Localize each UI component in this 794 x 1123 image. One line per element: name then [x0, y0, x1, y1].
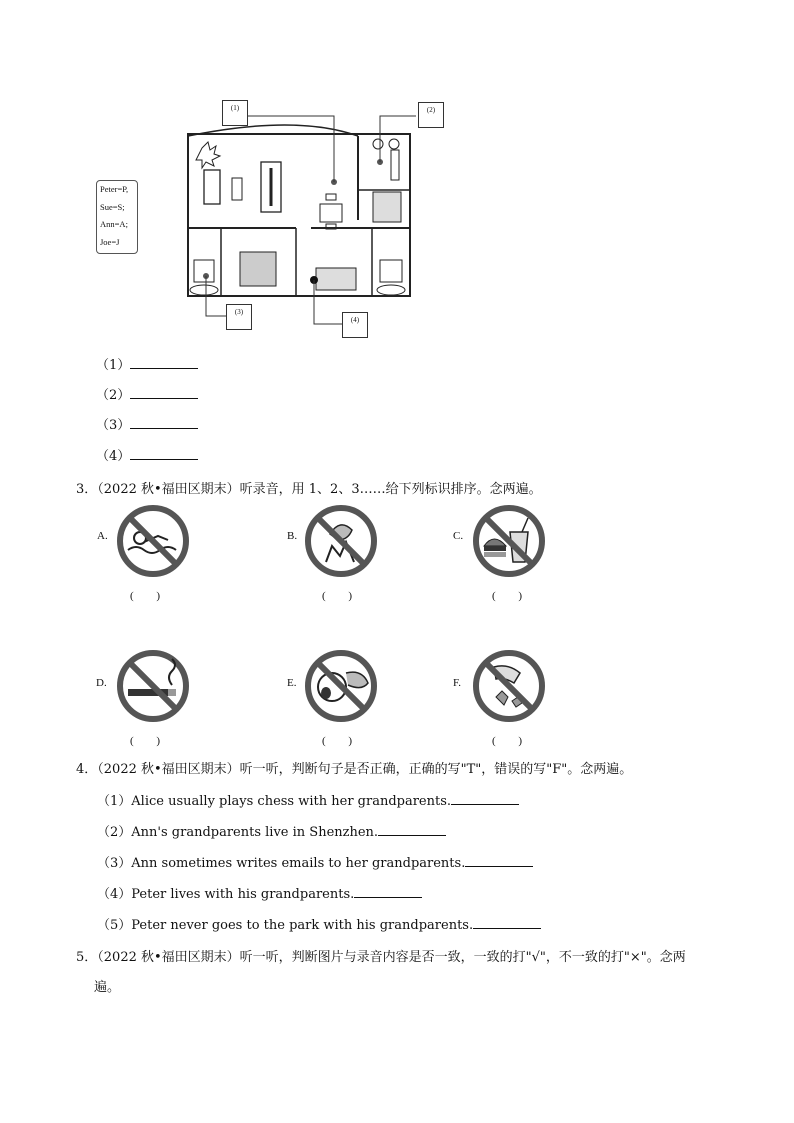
floor-plan-figure — [96, 100, 446, 340]
answer-label: （3） — [96, 418, 131, 433]
answer-blank[interactable] — [130, 428, 198, 429]
statement-text: （5）Peter never goes to the park with his grandparents. — [97, 918, 474, 933]
statement-text: （4）Peter lives with his grandparents. — [97, 887, 355, 902]
answer-paren[interactable]: ( ) — [130, 735, 171, 747]
statement-text: （3）Ann sometimes writes emails to her grandparents. — [97, 856, 466, 871]
sign-letter: F. — [453, 677, 461, 689]
no-picking-flowers-icon — [304, 504, 378, 578]
question-4-title: 4．（2022 秋•福田区期末）听一听，判断句子是否正确，正确的写"T"，错误的写"F"。念两遍。 — [76, 762, 633, 777]
callout-2: (2) — [418, 102, 444, 128]
no-littering-icon — [472, 649, 546, 723]
answer-paren[interactable]: ( ) — [322, 590, 363, 602]
answer-blank[interactable] — [451, 804, 519, 805]
callout-4: (4) — [342, 312, 368, 338]
statement-2 — [97, 821, 446, 840]
no-swimming-icon — [116, 504, 190, 578]
floor-plan-legend — [96, 180, 138, 254]
question-5-title: 5．（2022 秋•福田区期末）听一听，判断图片与录音内容是否一致，一致的打"√"，不一致的打"×"。念两 — [76, 950, 686, 965]
answer-label: （1） — [96, 358, 131, 373]
answer-blank[interactable] — [130, 459, 198, 460]
answer-paren[interactable]: ( ) — [492, 735, 533, 747]
no-food-drink-icon — [472, 504, 546, 578]
question-3-title: 3．（2022 秋•福田区期末）听录音，用 1、2、3……给下列标识排序。念两遍。 — [76, 482, 542, 497]
answer-line-3 — [96, 414, 198, 433]
statement-text: （1）Alice usually plays chess with her grandparents. — [97, 794, 452, 809]
answer-blank[interactable] — [473, 928, 541, 929]
statement-1 — [97, 790, 519, 809]
legend-item: Peter=P, — [100, 184, 129, 194]
legend-item: Joe=J — [100, 236, 120, 247]
answer-blank[interactable] — [465, 866, 533, 867]
callout-1: (1) — [222, 100, 248, 126]
sign-letter: E. — [287, 677, 297, 689]
answer-label: （4） — [96, 449, 131, 464]
answer-blank[interactable] — [354, 897, 422, 898]
answer-blank[interactable] — [378, 835, 446, 836]
answer-line-2 — [96, 384, 198, 403]
answer-paren[interactable]: ( ) — [130, 590, 171, 602]
statement-5 — [97, 914, 541, 933]
callout-3: (3) — [226, 304, 252, 330]
no-shouting-icon — [304, 649, 378, 723]
statement-text: （2）Ann's grandparents live in Shenzhen. — [97, 825, 379, 840]
floor-plan-drawing — [96, 100, 446, 340]
answer-label: （2） — [96, 388, 131, 403]
sign-letter: A. — [97, 530, 108, 542]
statement-3 — [97, 852, 533, 871]
sign-letter: B. — [287, 530, 298, 542]
answer-paren[interactable]: ( ) — [322, 735, 363, 747]
answer-line-1 — [96, 354, 198, 373]
answer-line-4 — [96, 445, 198, 464]
answer-blank[interactable] — [130, 398, 198, 399]
answer-paren[interactable]: ( ) — [492, 590, 533, 602]
sign-letter: C. — [453, 530, 464, 542]
legend-item: Sue=S; — [100, 201, 125, 212]
answer-blank[interactable] — [130, 368, 198, 369]
legend-item: Ann=A; — [100, 219, 128, 229]
no-smoking-icon — [116, 649, 190, 723]
sign-letter: D. — [96, 677, 107, 689]
question-5-title-cont: 遍。 — [94, 980, 121, 995]
statement-4 — [97, 883, 422, 902]
